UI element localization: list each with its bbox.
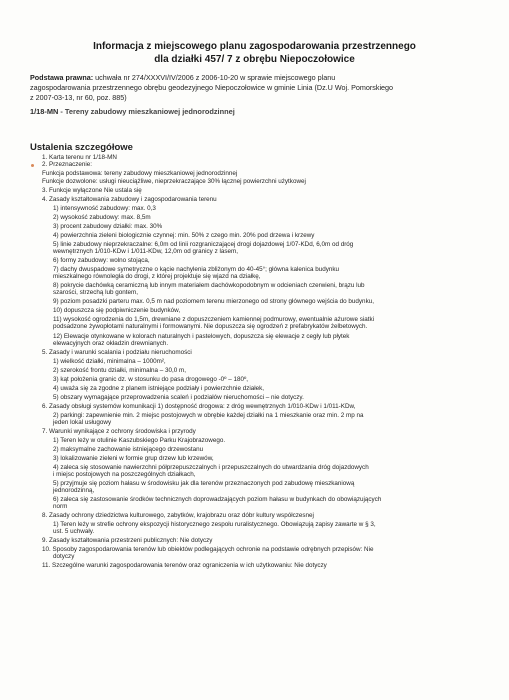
provision-line: 2) wysokość zabudowy: max. 8,5m [53,214,151,221]
provision-line: elewacyjnych oraz okładzin drewnianych. [53,340,169,347]
provision-line: 7. Warunki wynikające z ochrony środowiska i przyrody [42,428,196,435]
provision-line: 6) formy zabudowy: wolno stojąca, [53,257,150,264]
provision-line: 1) Teren leży w strefie ochrony ekspozycji historycznego zespołu ruralistycznego. Obowiązują zapisy zawarte w § 3, [53,521,376,528]
scan-mark [31,164,34,167]
provision-line: 10) dopuszcza się podpiwniczenie budynków, [53,307,181,314]
provision-line: jeden lokal usługowy [53,419,112,426]
provision-line: 2) parkingi: zapewnienie min. 2 miejsc postojowych w obrębie każdej działki na 1 mieszkanie oraz min. 2 mp na [53,412,364,419]
provision-line: 1) wielkość działki, minimalna – 1000m², [53,358,166,365]
provision-line: norm [53,503,68,510]
provision-line: 4) zaleca się stosowanie nawierzchni półprzepuszczalnych i przepuszczalnych do utwardzania dróg dojazdowych [53,464,369,471]
provision-line: wewnętrznych 1/010-KDw i 1/011-KDw, 12,0m od granicy z lasem, [53,248,239,255]
provision-line: 3. Funkcje wyłączone Nie ustala się [42,187,142,194]
provision-line: szarości, strzechą lub gontem, [53,289,139,296]
provision-line: 5. Zasady i warunki scalania i podziału nieruchomości [42,349,192,356]
document-title-line-1: Informacja z miejscowego planu zagospodarowania przestrzennego [93,41,416,52]
provision-line: Funkcja podstawowa: tereny zabudowy mieszkaniowej jednorodzinnej [42,170,238,177]
provision-line: 8. Zasady ochrony dziedzictwa kulturowego, zabytków, krajobrazu oraz dóbr kultury współczesnej [42,512,314,519]
provision-line: 3) kąt położenia granic dz. w stosunku do pasa drogowego -0º – 180º, [53,376,249,383]
provision-line: 12) Elewacje otynkowane w kolorach naturalnych i pastelowych, dopuszcza się elewacje z cegły lub płytek [53,333,350,340]
document-title-line-2: dla działki 457/ 7 z obrębu Niepoczołowice [154,54,355,65]
provision-line: 8) pokrycie dachówką ceramiczną lub innym materiałem dachówkopodobnym w odcieniach czerwieni, brązu lub [53,282,365,289]
provision-line: 4. Zasady kształtowania zabudowy i zagospodarowania terenu [42,196,217,203]
zone-code: 1/18-MN [30,107,59,116]
provision-line: 4) powierzchnia zieleni biologicznie czynnej: min. 50% z czego min. 20% pod drzewa i krzewy [53,232,315,239]
provision-line: i miejsc postojowych na poszczególnych działkach, [53,471,196,478]
provision-line: 5) linie zabudowy nieprzekraczalne: 6,0m od linii rozgraniczającej drogi dojazdowej 1/07-KDd, 6,0m od dróg [53,241,354,248]
section-heading: Ustalenia szczegółowe [30,142,133,153]
provision-line: 11) wysokość ogrodzenia do 1,5m, drewniane z dopuszczeniem kamiennej podmurowy, ewentualnie ażurowe siatki [53,316,375,323]
provision-line: 3) procent zabudowy działki: max. 30% [53,223,163,230]
provision-line: 5) obszary wymagające przeprowadzenia scaleń i podziałów nieruchomości – nie dotyczy. [53,394,304,401]
provision-line: 1) Teren leży w otulinie Kaszubskiego Parku Krajobrazowego. [53,437,226,444]
provision-line: jednorodzinną, [53,487,95,494]
provision-line: 6. Zasady obsługi systemów komunikacji 1) dostępność drogowa: z dróg wewnętrznych 1/010-KDw i 1/011-KDw, [42,403,356,410]
legal-basis [30,73,485,104]
provision-line: 10. Sposoby zagospodarowania terenów lub obiektów podlegających ochronie na podstawie odrębnych przepisów: Nie [42,546,374,553]
provision-line: 2) szerokość frontu działki, minimalna – 30,0 m, [53,367,186,374]
provision-line: mieszkalnego równoległa do drogi, z której projektuje się wjazd na działkę, [53,273,261,280]
legal-basis-text-1: uchwała nr 274/XXXVI/IV/2006 z 2006-10-20 w sprawie miejscowego planu [93,73,336,82]
legal-basis-line-3: z 2007-03-13, nr 60, poz. 885) [30,93,127,103]
provision-line: 1) intensywność zabudowy: max. 0,3 [53,205,156,212]
provision-line: 11. Szczególne warunki zagospodarowania terenów oraz ograniczenia w ich użytkowaniu: Nie dotyczy [42,562,327,569]
zone-designation [30,107,485,116]
provision-line: 1. Karta terenu nr 1/18-MN [42,154,117,161]
provision-line: 3) lokalizowanie zieleni w formie grup drzew lub krzewów, [53,455,214,462]
legal-basis-line-1 [30,73,485,83]
provision-line: 9. Zasady kształtowania przestrzeni publicznych: Nie dotyczy [42,537,213,544]
zone-description: - Tereny zabudowy mieszkaniowej jednorodzinnej [58,107,235,116]
provision-line: 5) przyjmuje się poziom hałasu w środowisku jak dla terenów przeznaczonych pod zabudowę mieszkaniową [53,480,355,487]
provision-line: 6) zaleca się zastosowanie środków technicznych doprowadzających poziom hałasu w budynkach do obowiązujących [53,496,382,503]
provision-line: Funkcje dozwolone: usługi nieuciążliwe, nieprzekraczające 30% łącznej powierzchni użytkowej [42,178,306,185]
provision-line: dotyczy [53,553,75,560]
legal-basis-label: Podstawa prawna: [30,73,94,82]
provision-line: podsadzone żywopłotami naturalnymi i formowanymi. Nie dopuszcza się ogrodzeń z prefabrykatów żelbetowych. [53,323,368,330]
provision-line: 4) uważa się za zgodne z planem istniejące podziały i powierzchnie działek, [53,385,265,392]
provision-line: 2. Przeznaczenie: [42,161,93,168]
provision-line: 7) dachy dwuspadowe symetryczne o kącie nachylenia zbliżonym do 40-45°; główna kalenica budynku [53,266,340,273]
legal-basis-line-2: zagospodarowania przestrzennego obrębu geodezyjnego Niepoczołowice w gminie Linia (Dz.U Woj. Pomorskiego [30,83,394,93]
provision-line: 2) maksymalne zachowanie istniejącego drzewostanu [53,446,204,453]
provision-line: 9) poziom posadzki parteru max. 0,5 m nad poziomem terenu mierzonego od strony głównego wejścia do budynku, [53,298,374,305]
provision-line: ust. 5 uchwały. [53,528,95,535]
